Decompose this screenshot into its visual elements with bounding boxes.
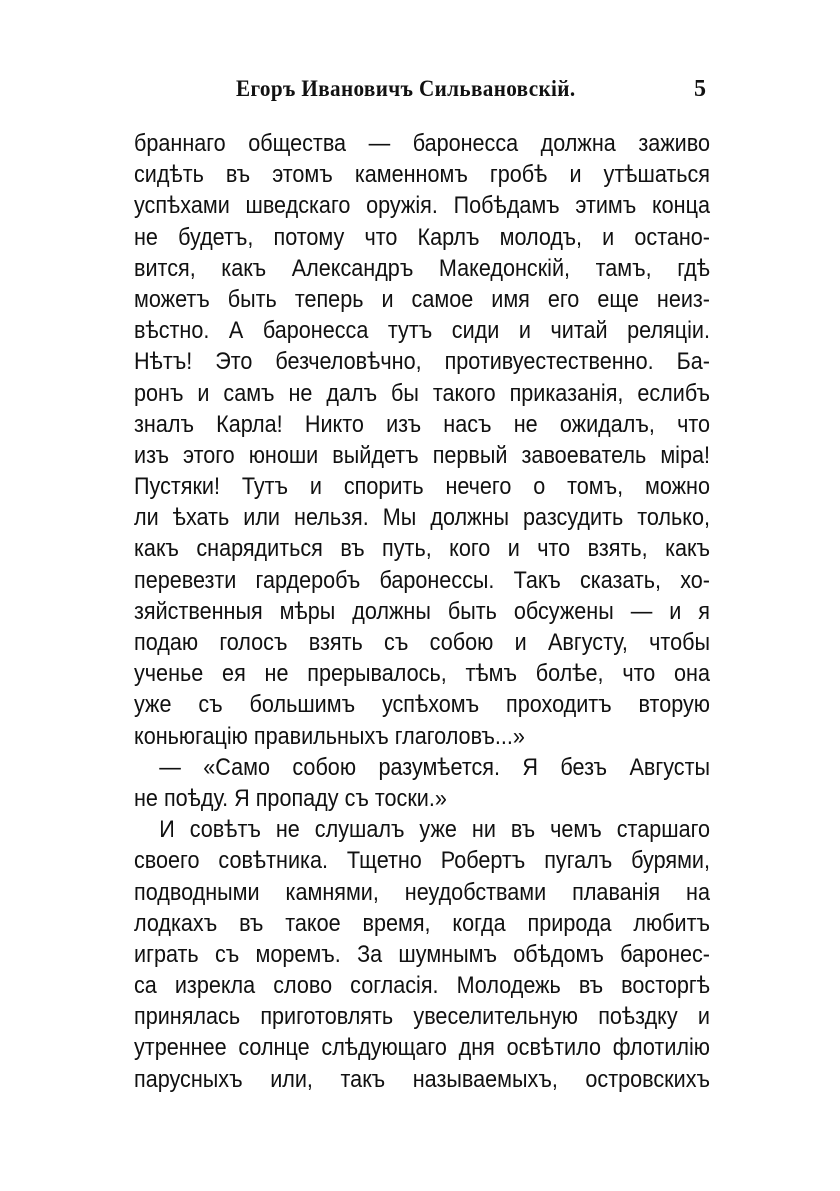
text-line: зналъ Карла! Никто изъ насъ не ожидалъ, что <box>134 410 710 438</box>
text-line: браннаго общества — баронесса должна заживо <box>134 130 710 157</box>
text-line: утреннее солнце слѣдующаго дня освѣтило флотилію <box>134 1034 710 1062</box>
text-line: какъ снарядиться въ путь, кого и что взять, какъ <box>134 535 710 563</box>
text-line: — «Само собою разумѣется. Я безъ Августы <box>159 753 710 781</box>
text-line: успѣхами шведскаго оружія. Побѣдамъ этимъ конца <box>134 192 710 220</box>
text-line: лодкахъ въ такое время, когда природа любитъ <box>134 909 710 937</box>
text-line: парусныхъ или, такъ называемыхъ, островскихъ <box>134 1065 710 1093</box>
body-text <box>134 128 710 1095</box>
text-line: играть съ моремъ. За шумнымъ обѣдомъ баронес- <box>134 940 710 968</box>
page-number: 5 <box>694 76 706 102</box>
text-line: зяйственныя мѣры должны быть обсужены — и я <box>134 597 710 625</box>
text-line: ученье ея не прерывалось, тѣмъ болѣе, что она <box>134 660 710 688</box>
text-line: Пустяки! Тутъ и спорить нечего о томъ, можно <box>134 473 710 501</box>
text-line: са изрекла слово согласія. Молодежь въ восторгѣ <box>134 972 710 1000</box>
text-line: перевезти гардеробъ баронессы. Такъ сказать, хо- <box>134 566 710 594</box>
running-head <box>134 76 708 106</box>
text-line: подаю голосъ взять съ собою и Августу, чтобы <box>134 629 710 656</box>
text-line: не будетъ, потому что Карлъ молодъ, и остано- <box>134 223 710 251</box>
text-line: вѣстно. А баронесса тутъ сиди и читай реляціи. <box>134 317 710 345</box>
text-line: изъ этого юноши выйдетъ первый завоеватель міра! <box>134 441 710 469</box>
text-line: подводными камнями, неудобствами плаванія на <box>134 878 710 906</box>
text-line: своего совѣтника. Тщетно Робертъ пугалъ бурями, <box>134 847 710 875</box>
text-line: не поѣду. Я пропаду съ тоски.» <box>134 784 447 812</box>
text-line: принялась приготовлять увеселительную поѣздку и <box>134 1003 710 1031</box>
text-line: И совѣтъ не слушалъ уже ни въ чемъ старшаго <box>159 816 710 844</box>
text-line: Нѣтъ! Это безчеловѣчно, противуестественно. Ба- <box>134 348 710 376</box>
text-line: ронъ и самъ не далъ бы такого приказанія, еслибъ <box>134 379 710 407</box>
text-line: можетъ быть теперь и самое имя его еще неиз- <box>134 285 710 313</box>
text-line: сидѣть въ этомъ каменномъ гробѣ и утѣшаться <box>134 161 710 189</box>
text-line: вится, какъ Александръ Македонскій, тамъ, гдѣ <box>134 254 710 282</box>
text-line: ли ѣхать или нельзя. Мы должны разсудить только, <box>134 504 710 532</box>
text-line: уже съ большимъ успѣхомъ проходитъ вторую <box>134 691 710 719</box>
text-line: коньюгацію правильныхъ глаголовъ...» <box>134 722 525 750</box>
running-title: Егоръ Ивановичъ Сильвановскій. <box>236 76 576 101</box>
